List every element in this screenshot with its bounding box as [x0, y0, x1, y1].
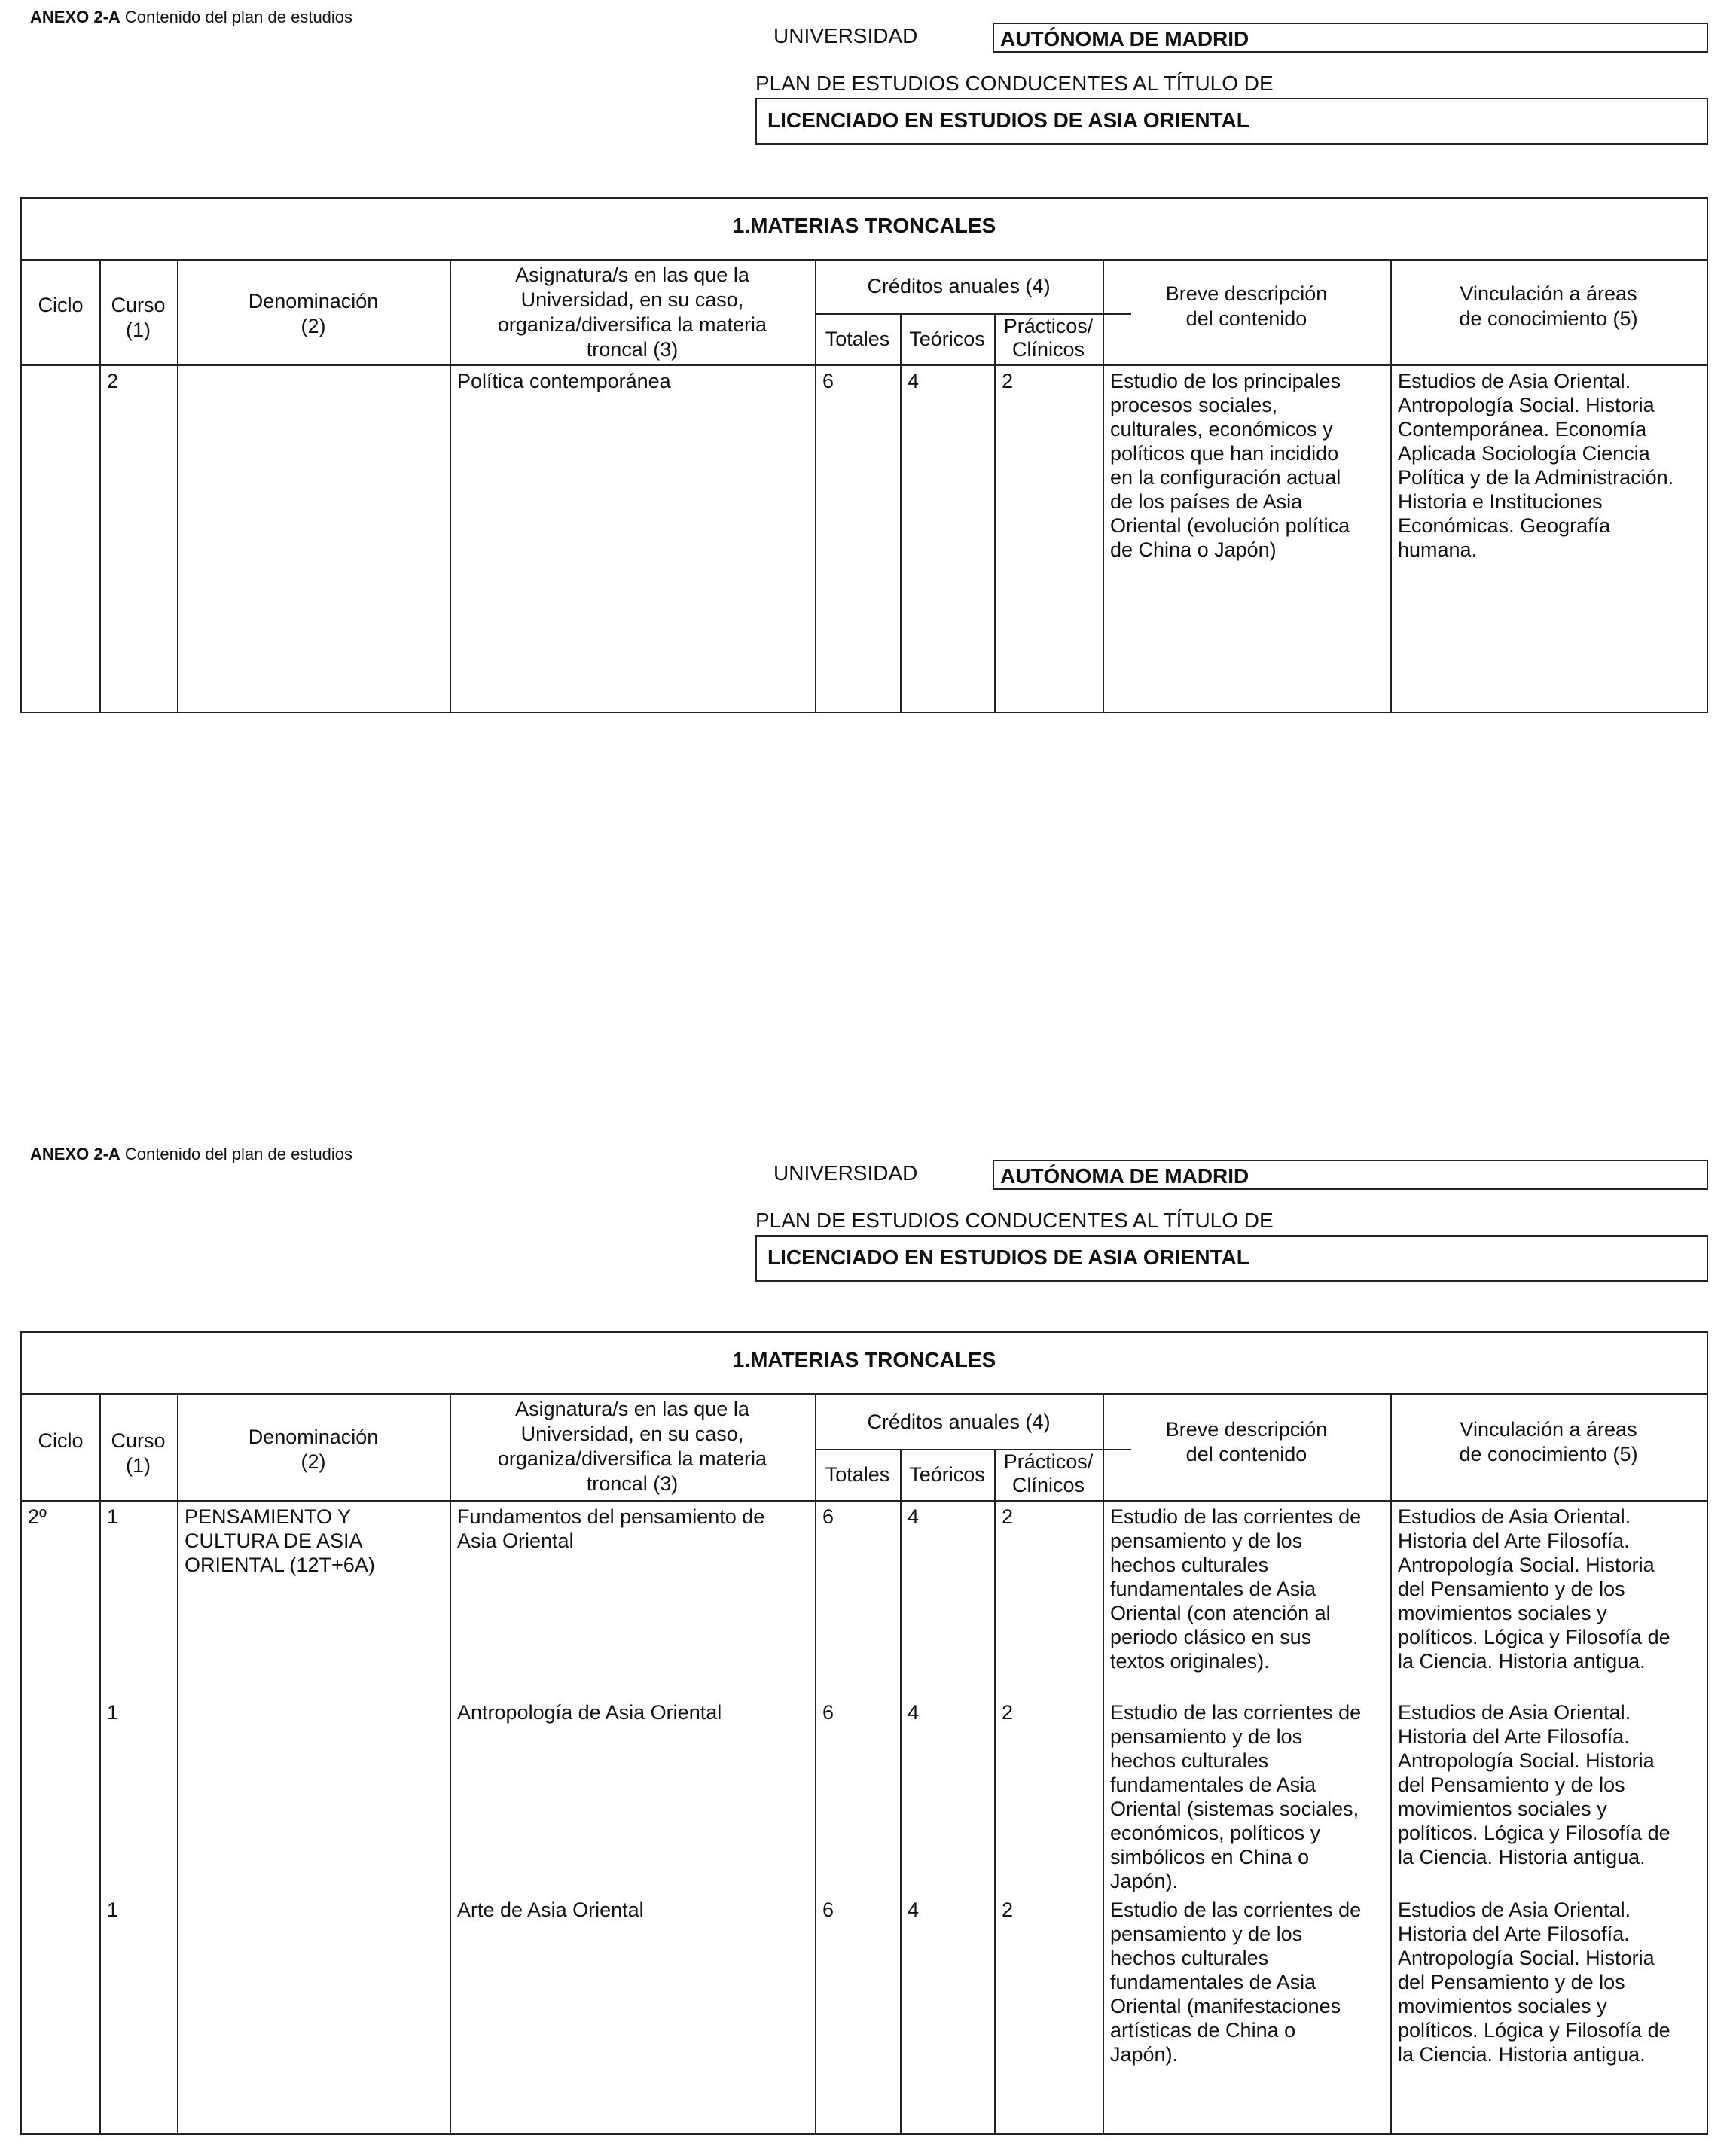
degree-title: LICENCIADO EN ESTUDIOS DE ASIA ORIENTAL [767, 108, 1249, 132]
annex-code: ANEXO 2-A [30, 1145, 121, 1163]
header-vinculacion: Vinculación a áreas de conocimiento (5) [1459, 282, 1638, 330]
cell-totales: 6 [822, 1898, 834, 1921]
materias-troncales-table [20, 1331, 1708, 2135]
header-vinculacion: Vinculación a áreas de conocimiento (5) [1459, 1418, 1638, 1465]
cell-asignatura: Antropología de Asia Oriental [457, 1701, 722, 1724]
header-curso: Curso (1) [111, 1429, 166, 1477]
column-divider [900, 313, 902, 713]
cell-asignatura: Arte de Asia Oriental [457, 1898, 644, 1921]
header-practicos: Prácticos/ Clínicos [1003, 1450, 1094, 1496]
column-divider [994, 1449, 996, 2135]
header-denominacion: Denominación (2) [248, 1426, 379, 1473]
university-box [993, 23, 1708, 53]
header-asignaturas: Asignatura/s en las que la Universidad, en su caso, organiza/diversifica la materia troncal (3) [497, 1398, 767, 1495]
cell-curso: 1 [107, 1701, 119, 1724]
cell-totales: 6 [822, 1701, 834, 1724]
annex-text: Contenido del plan de estudios [124, 1145, 353, 1163]
header-denominacion: Denominación (2) [248, 290, 379, 337]
column-divider [815, 1393, 816, 2135]
annex-text: Contenido del plan de estudios [124, 8, 353, 26]
divider [22, 1500, 1707, 1502]
cell-teoricos: 4 [908, 1701, 920, 1724]
plan-label: PLAN DE ESTUDIOS CONDUCENTES AL TÍTULO DE [755, 1209, 1274, 1232]
plan-label: PLAN DE ESTUDIOS CONDUCENTES AL TÍTULO DE [755, 72, 1274, 95]
cell-totales: 6 [822, 370, 834, 392]
cell-ciclo: 2º [28, 1505, 47, 1528]
column-divider [450, 1393, 451, 2135]
cell-descripcion: Estudio de las corrientes de pensamiento y de los hechos culturales fundamentales de Asia Oriental (manifestaciones artísticas de China o Japón). [1110, 1898, 1362, 2066]
header-curso: Curso (1) [111, 294, 166, 341]
cell-practicos: 2 [1002, 1701, 1014, 1724]
cell-totales: 6 [822, 1505, 834, 1528]
cell-asignatura: Política contemporánea [457, 370, 671, 392]
cell-vinculacion: Estudios de Asia Oriental. Historia del Arte Filosofía. Antropología Social. Historia del Pensamiento y de los movimientos sociales y políticos. Lógica y Filosofía de la Ciencia. Historia antigua. [1398, 1505, 1670, 1673]
degree-title-box [755, 98, 1708, 145]
divider [22, 364, 1707, 366]
cell-teoricos: 4 [908, 1505, 920, 1528]
cell-teoricos: 4 [908, 370, 920, 392]
annex-heading [30, 8, 352, 27]
column-divider [994, 313, 996, 713]
header-totales: Totales [825, 328, 890, 350]
cell-practicos: 2 [1002, 1898, 1014, 1921]
header-teoricos: Teóricos [909, 328, 985, 350]
materias-troncales-table [20, 197, 1708, 713]
column-divider [900, 1449, 902, 2135]
university-name: AUTÓNOMA DE MADRID [1000, 1164, 1249, 1188]
divider [22, 1393, 1707, 1395]
section-title: 1.MATERIAS TRONCALES [732, 214, 996, 237]
header-descripcion: Breve descripción del contenido [1165, 1418, 1328, 1465]
header-asignaturas: Asignatura/s en las que la Universidad, en su caso, organiza/diversifica la materia troncal (3) [497, 264, 767, 361]
cell-practicos: 2 [1002, 370, 1014, 392]
header-ciclo: Ciclo [38, 294, 84, 316]
column-divider [177, 1393, 178, 2135]
cell-descripcion: Estudio de las corrientes de pensamiento y de los hechos culturales fundamentales de Asia Oriental (con atención al periodo clásico en sus textos originales). [1110, 1505, 1362, 1673]
cell-teoricos: 4 [908, 1898, 920, 1921]
cell-vinculacion: Estudios de Asia Oriental. Historia del Arte Filosofía. Antropología Social. Historia del Pensamiento y de los movimientos sociales y políticos. Lógica y Filosofía de la Ciencia. Historia antigua. [1398, 1701, 1670, 1868]
column-divider [99, 1393, 101, 2135]
header-totales: Totales [825, 1463, 890, 1486]
annex-heading [30, 1145, 352, 1164]
divider [22, 259, 1707, 261]
header-practicos: Prácticos/ Clínicos [1003, 315, 1094, 361]
cell-curso: 1 [107, 1898, 119, 1921]
header-descripcion: Breve descripción del contenido [1165, 282, 1328, 330]
cell-curso: 1 [107, 1505, 119, 1528]
cell-curso: 2 [107, 370, 119, 392]
header-teoricos: Teóricos [909, 1463, 985, 1486]
header-ciclo: Ciclo [38, 1429, 84, 1452]
header-creditos: Créditos anuales (4) [867, 275, 1051, 297]
column-divider [1390, 1393, 1392, 2135]
university-box [993, 1160, 1708, 1190]
university-label: UNIVERSIDAD [773, 24, 918, 47]
degree-title: LICENCIADO EN ESTUDIOS DE ASIA ORIENTAL [767, 1246, 1249, 1269]
cell-descripcion: Estudio de las corrientes de pensamiento y de los hechos culturales fundamentales de Asia Oriental (sistemas sociales, económicos, políticos y simbólicos en China o Japón). [1110, 1701, 1362, 1892]
university-label: UNIVERSIDAD [773, 1161, 918, 1185]
cell-descripcion: Estudio de los principales procesos sociales, culturales, económicos y políticos que han incidido en la configuración actual de los países de Asia Oriental (evolución política de China o Japón) [1110, 370, 1350, 561]
section-title: 1.MATERIAS TRONCALES [732, 1348, 996, 1371]
cell-vinculacion: Estudios de Asia Oriental. Historia del Arte Filosofía. Antropología Social. Historia del Pensamiento y de los movimientos sociales y políticos. Lógica y Filosofía de la Ciencia. Historia antigua. [1398, 1898, 1670, 2066]
header-creditos: Créditos anuales (4) [867, 1410, 1051, 1433]
cell-vinculacion: Estudios de Asia Oriental. Antropología Social. Historia Contemporánea. Economía Aplicada Sociología Ciencia Política y de la Administración. Historia e Instituciones Económicas. Geografía humana. [1398, 370, 1674, 561]
university-name: AUTÓNOMA DE MADRID [1000, 27, 1249, 50]
column-divider [1103, 1393, 1104, 2135]
annex-code: ANEXO 2-A [30, 8, 121, 26]
cell-practicos: 2 [1002, 1505, 1014, 1528]
cell-asignatura: Fundamentos del pensamiento de Asia Oriental [457, 1505, 765, 1552]
degree-title-box [755, 1235, 1708, 1282]
cell-denominacion: PENSAMIENTO Y CULTURA DE ASIA ORIENTAL (12T+6A) [185, 1505, 375, 1576]
